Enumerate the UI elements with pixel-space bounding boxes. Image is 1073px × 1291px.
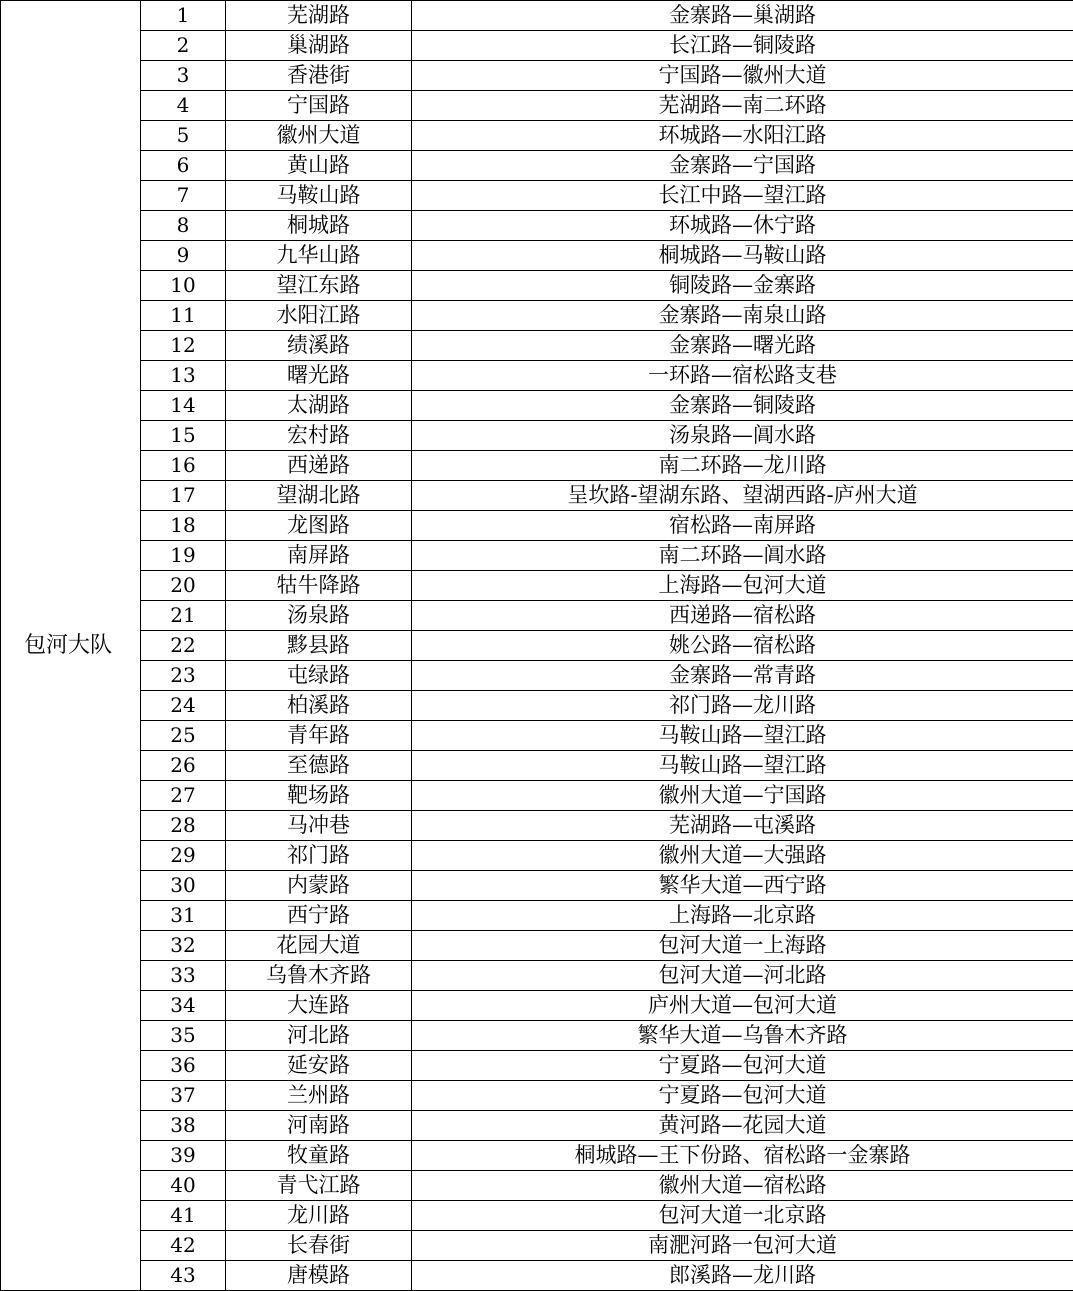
road-section-cell: 繁华大道—乌鲁木齐路: [412, 1021, 1073, 1051]
road-section-cell: 长江中路—望江路: [412, 181, 1073, 211]
row-number-cell: 12: [141, 331, 226, 361]
row-number-cell: 39: [141, 1141, 226, 1171]
road-name-cell: 大连路: [226, 991, 412, 1021]
road-name-cell: 内蒙路: [226, 871, 412, 901]
table-row: [1, 151, 1073, 181]
table-row: [1, 661, 1073, 691]
road-section-cell: 桐城路—马鞍山路: [412, 241, 1073, 271]
row-number-cell: 38: [141, 1111, 226, 1141]
row-number-cell: 23: [141, 661, 226, 691]
row-number-cell: 31: [141, 901, 226, 931]
table-row: [1, 811, 1073, 841]
row-number-cell: 35: [141, 1021, 226, 1051]
table-row: [1, 121, 1073, 151]
road-name-cell: 柏溪路: [226, 691, 412, 721]
road-name-cell: 曙光路: [226, 361, 412, 391]
road-name-cell: 黟县路: [226, 631, 412, 661]
road-name-cell: 兰州路: [226, 1081, 412, 1111]
road-section-cell: 金寨路—曙光路: [412, 331, 1073, 361]
table-row: [1, 1201, 1073, 1231]
road-section-cell: 桐城路—王下份路、宿松路一金寨路: [412, 1141, 1073, 1171]
road-section-cell: 一环路—宿松路支巷: [412, 361, 1073, 391]
table-row: [1, 31, 1073, 61]
row-number-cell: 26: [141, 751, 226, 781]
table-row: [1, 991, 1073, 1021]
table-row: [1, 1111, 1073, 1141]
road-section-cell: 宿松路—南屏路: [412, 511, 1073, 541]
road-name-cell: 花园大道: [226, 931, 412, 961]
road-section-cell: 包河大道一上海路: [412, 931, 1073, 961]
road-name-cell: 祁门路: [226, 841, 412, 871]
road-name-cell: 南屏路: [226, 541, 412, 571]
table-row: [1, 241, 1073, 271]
road-name-cell: 龙图路: [226, 511, 412, 541]
row-number-cell: 29: [141, 841, 226, 871]
row-number-cell: 16: [141, 451, 226, 481]
road-section-cell: 宁夏路—包河大道: [412, 1081, 1073, 1111]
road-section-cell: 繁华大道—西宁路: [412, 871, 1073, 901]
table-row: [1, 421, 1073, 451]
row-number-cell: 9: [141, 241, 226, 271]
road-name-cell: 龙川路: [226, 1201, 412, 1231]
road-section-cell: 铜陵路—金寨路: [412, 271, 1073, 301]
road-section-cell: 庐州大道—包河大道: [412, 991, 1073, 1021]
table-row: [1, 301, 1073, 331]
road-name-cell: 宏村路: [226, 421, 412, 451]
row-number-cell: 3: [141, 61, 226, 91]
road-name-cell: 河南路: [226, 1111, 412, 1141]
road-section-cell: 金寨路—铜陵路: [412, 391, 1073, 421]
road-name-cell: 望湖北路: [226, 481, 412, 511]
road-section-cell: 芜湖路—屯溪路: [412, 811, 1073, 841]
road-name-cell: 水阳江路: [226, 301, 412, 331]
row-number-cell: 1: [141, 1, 226, 31]
road-section-cell: 金寨路—南泉山路: [412, 301, 1073, 331]
road-name-cell: 香港街: [226, 61, 412, 91]
table-row: [1, 631, 1073, 661]
row-number-cell: 25: [141, 721, 226, 751]
row-number-cell: 36: [141, 1051, 226, 1081]
row-number-cell: 19: [141, 541, 226, 571]
road-name-cell: 宁国路: [226, 91, 412, 121]
road-name-cell: 延安路: [226, 1051, 412, 1081]
road-name-cell: 桐城路: [226, 211, 412, 241]
row-number-cell: 32: [141, 931, 226, 961]
table-row: [1, 721, 1073, 751]
table-row: [1, 211, 1073, 241]
road-section-cell: 西递路—宿松路: [412, 601, 1073, 631]
road-section-cell: 环城路—水阳江路: [412, 121, 1073, 151]
row-number-cell: 6: [141, 151, 226, 181]
row-number-cell: 20: [141, 571, 226, 601]
road-section-cell: 马鞍山路—望江路: [412, 751, 1073, 781]
table-row: [1, 781, 1073, 811]
table-row: [1, 931, 1073, 961]
road-section-cell: 芜湖路—南二环路: [412, 91, 1073, 121]
road-section-cell: 呈坎路-望湖东路、望湖西路-庐州大道: [412, 481, 1073, 511]
row-number-cell: 41: [141, 1201, 226, 1231]
row-number-cell: 42: [141, 1231, 226, 1261]
table-row: [1, 1261, 1073, 1291]
table-row: [1, 1141, 1073, 1171]
table-row: [1, 871, 1073, 901]
road-section-cell: 金寨路—常青路: [412, 661, 1073, 691]
road-name-cell: 望江东路: [226, 271, 412, 301]
table-row: [1, 331, 1073, 361]
table-row: [1, 391, 1073, 421]
row-number-cell: 2: [141, 31, 226, 61]
table-row: [1, 481, 1073, 511]
team-name-cell: 包河大队: [1, 1, 141, 1291]
road-name-cell: 牯牛降路: [226, 571, 412, 601]
road-section-cell: 包河大道—河北路: [412, 961, 1073, 991]
table-row: [1, 361, 1073, 391]
table-row: [1, 181, 1073, 211]
road-section-cell: 长江路—铜陵路: [412, 31, 1073, 61]
road-name-cell: 靶场路: [226, 781, 412, 811]
road-section-cell: 南二环路—阊水路: [412, 541, 1073, 571]
road-section-cell: 汤泉路—阊水路: [412, 421, 1073, 451]
road-name-cell: 唐模路: [226, 1261, 412, 1291]
road-section-cell: 南二环路—龙川路: [412, 451, 1073, 481]
road-section-cell: 上海路—北京路: [412, 901, 1073, 931]
row-number-cell: 13: [141, 361, 226, 391]
road-name-cell: 芜湖路: [226, 1, 412, 31]
row-number-cell: 17: [141, 481, 226, 511]
road-name-cell: 西递路: [226, 451, 412, 481]
road-section-cell: 徽州大道—宿松路: [412, 1171, 1073, 1201]
road-name-cell: 汤泉路: [226, 601, 412, 631]
table-row: [1, 1081, 1073, 1111]
road-name-cell: 乌鲁木齐路: [226, 961, 412, 991]
table-row: [1, 511, 1073, 541]
row-number-cell: 43: [141, 1261, 226, 1291]
road-name-cell: 河北路: [226, 1021, 412, 1051]
road-name-cell: 九华山路: [226, 241, 412, 271]
row-number-cell: 18: [141, 511, 226, 541]
row-number-cell: 21: [141, 601, 226, 631]
table-row: [1, 901, 1073, 931]
row-number-cell: 30: [141, 871, 226, 901]
road-section-cell: 南淝河路一包河大道: [412, 1231, 1073, 1261]
table-row: [1, 1171, 1073, 1201]
table-row: [1, 1051, 1073, 1081]
row-number-cell: 40: [141, 1171, 226, 1201]
road-name-cell: 屯绿路: [226, 661, 412, 691]
table-row: [1, 1231, 1073, 1261]
row-number-cell: 33: [141, 961, 226, 991]
row-number-cell: 15: [141, 421, 226, 451]
row-number-cell: 37: [141, 1081, 226, 1111]
road-name-cell: 马冲巷: [226, 811, 412, 841]
road-section-cell: 祁门路—龙川路: [412, 691, 1073, 721]
road-section-cell: 金寨路—巢湖路: [412, 1, 1073, 31]
table-row: [1, 61, 1073, 91]
road-section-cell: 包河大道一北京路: [412, 1201, 1073, 1231]
table-row: [1, 451, 1073, 481]
row-number-cell: 8: [141, 211, 226, 241]
road-name-cell: 青年路: [226, 721, 412, 751]
row-number-cell: 28: [141, 811, 226, 841]
row-number-cell: 24: [141, 691, 226, 721]
road-name-cell: 西宁路: [226, 901, 412, 931]
table-row: [1, 271, 1073, 301]
row-number-cell: 11: [141, 301, 226, 331]
road-name-cell: 黄山路: [226, 151, 412, 181]
table-row: [1, 1021, 1073, 1051]
road-name-cell: 马鞍山路: [226, 181, 412, 211]
road-section-cell: 徽州大道—大强路: [412, 841, 1073, 871]
road-name-cell: 牧童路: [226, 1141, 412, 1171]
road-name-cell: 太湖路: [226, 391, 412, 421]
table-row: [1, 751, 1073, 781]
table-row: [1, 571, 1073, 601]
road-name-cell: 巢湖路: [226, 31, 412, 61]
road-section-cell: 宁夏路—包河大道: [412, 1051, 1073, 1081]
table-row: [1, 601, 1073, 631]
road-section-cell: 黄河路—花园大道: [412, 1111, 1073, 1141]
row-number-cell: 4: [141, 91, 226, 121]
road-section-cell: 金寨路—宁国路: [412, 151, 1073, 181]
table-row: [1, 691, 1073, 721]
row-number-cell: 22: [141, 631, 226, 661]
table-row: [1, 961, 1073, 991]
road-section-cell: 郎溪路—龙川路: [412, 1261, 1073, 1291]
table-row: [1, 541, 1073, 571]
table-body: [1, 1, 1073, 1291]
road-name-cell: 至德路: [226, 751, 412, 781]
table-row: [1, 841, 1073, 871]
road-section-cell: 宁国路—徽州大道: [412, 61, 1073, 91]
row-number-cell: 14: [141, 391, 226, 421]
road-section-cell: 徽州大道—宁国路: [412, 781, 1073, 811]
road-section-cell: 上海路—包河大道: [412, 571, 1073, 601]
road-section-cell: 马鞍山路—望江路: [412, 721, 1073, 751]
row-number-cell: 10: [141, 271, 226, 301]
road-name-cell: 长春街: [226, 1231, 412, 1261]
road-name-cell: 绩溪路: [226, 331, 412, 361]
road-name-cell: 青弋江路: [226, 1171, 412, 1201]
table-row: [1, 1, 1073, 31]
row-number-cell: 5: [141, 121, 226, 151]
table-row: [1, 91, 1073, 121]
road-section-cell: 姚公路—宿松路: [412, 631, 1073, 661]
row-number-cell: 34: [141, 991, 226, 1021]
row-number-cell: 27: [141, 781, 226, 811]
row-number-cell: 7: [141, 181, 226, 211]
road-section-cell: 环城路—休宁路: [412, 211, 1073, 241]
road-name-cell: 徽州大道: [226, 121, 412, 151]
